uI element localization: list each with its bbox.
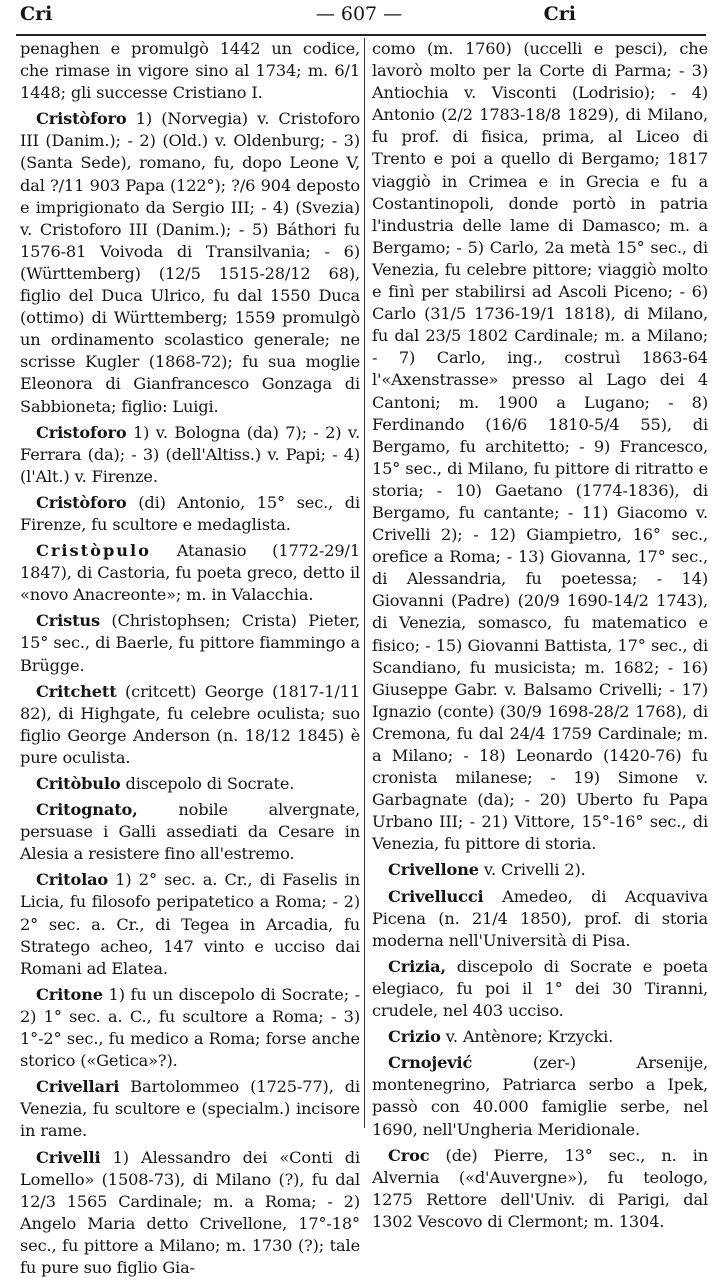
headword: Critolao <box>36 870 108 889</box>
entry <box>372 1026 708 1048</box>
entry <box>20 681 360 769</box>
headword: Cristòpulo <box>36 541 151 560</box>
entry-text: nobile alvergnate, persuase i Galli assediati da Cesare in Alesia a resistere fino all'estremo. <box>20 800 360 863</box>
entry-text: penaghen e promulgò 1442 un codice, che rimase in vigore sino al 1734; m. 6/1 1448; gli successe Cristiano I. <box>20 39 360 102</box>
entry-text: discepolo di Socrate. <box>121 774 295 793</box>
entry <box>20 38 360 104</box>
entry <box>372 956 708 1022</box>
entry-text: 1) Alessandro dei «Conti di Lomello» (1508-73), di Milano (?), fu dal 12/3 1565 Cardinale; m. a Roma; - 2) Angelo Maria detto Crivellone, 17°-18° sec., fu pittore a Milano; m. 1730 (?); tale fu pure suo figlio Gia- <box>20 1148 360 1277</box>
headword: Cristus <box>36 611 100 630</box>
headword: Crnojević <box>388 1053 472 1072</box>
entry <box>20 869 360 979</box>
entry-text: (di) Antonio, 15° sec., di Firenze, fu scultore e medaglista. <box>20 493 360 534</box>
entry-text: (Christophsen; Crista) Pieter, 15° sec., di Baerle, fu pittore fiammingo a Brügge. <box>20 611 360 674</box>
entry <box>20 799 360 865</box>
headword: Cristòforo <box>36 493 127 512</box>
entry-text: (zer-) Arsenije, montenegrino, Patriarca serbo a Ipek, passò con 40.000 famiglie serbe, nel 1690, nell'Ungheria Meridionale. <box>372 1053 708 1138</box>
headword: Crivellucci <box>388 887 484 906</box>
column-divider <box>364 38 365 1128</box>
headword: Crizia, <box>388 957 446 976</box>
header-rule <box>16 34 706 36</box>
entry-text: (de) Pierre, 13° sec., n. in Alvernia («d'Auvergne»), fu teologo, 1275 Rettore dell'Univ. di Parigi, dal 1302 Vescovo di Clermont; m. 1304. <box>372 1146 708 1231</box>
entry-text: 1) fu un discepolo di Socrate; - 2) 1° sec. a. C., fu scultore a Roma; - 3) 1°-2° sec., fu medico a Roma; forse anche storico («Getica»?). <box>20 985 360 1070</box>
left-column <box>20 38 360 1279</box>
entry <box>372 886 708 952</box>
entry <box>20 773 360 795</box>
page-header <box>0 0 718 36</box>
headword: Cristòforo <box>36 109 127 128</box>
running-head-left: Cri <box>20 3 52 25</box>
entry-text: (critcett) George (1817-1/11 82), di Highgate, fu celebre oculista; suo figlio George Anderson (n. 18/12 1845) è pure oculista. <box>20 682 360 767</box>
entry-text: Bartolommeo (1725-77), di Venezia, fu scultore e (specialm.) incisore in rame. <box>20 1077 360 1140</box>
entry <box>372 1052 708 1140</box>
entry-text: 1) 2° sec. a. Cr., di Faselis in Licia, fu filosofo peripatetico a Roma; - 2) 2° sec. a. Cr., di Tegea in Arcadia, fu Stratego acheo, 147 vinto e ucciso dai Romani ad Elatea. <box>20 870 360 977</box>
entry <box>20 540 360 606</box>
headword: Critognato, <box>36 800 138 819</box>
headword: Critòbulo <box>36 774 121 793</box>
entry <box>20 610 360 676</box>
entry <box>20 422 360 488</box>
entry <box>20 1147 360 1279</box>
entry <box>20 492 360 536</box>
entry-text: 1) (Norvegia) v. Cristoforo III (Danim.); - 2) (Old.) v. Oldenburg; - 3) (Santa Sede), romano, fu, dopo Leone V, dal ?/11 903 Papa (122°); ?/6 904 deposto e imprigionato da Sergio III; - 4) (Svezia) v. Cristoforo III (Danim.); - 5) Báthori fu 1576-81 Voivoda di Transilvania; - 6) (Württemberg) (12/5 1515-28/12 68), figlio del Duca Ulrico, fu dal 1550 Duca (ottimo) di Württemberg; 1559 promulgò un ordinamento scolastico generale; ne scrisse Kugler (1868-72); fu sua moglie Eleonora di Gianfrancesco Gonzaga di Sabbioneta; figlio: Luigi. <box>20 109 360 415</box>
entry <box>372 859 708 881</box>
entry-text: Amedeo, di Acquaviva Picena (n. 21/4 1850), prof. di storia moderna nell'Università di Pisa. <box>372 887 708 950</box>
entry <box>20 108 360 417</box>
headword: Croc <box>388 1146 429 1165</box>
entry <box>372 1145 708 1233</box>
entry-text: como (m. 1760) (uccelli e pesci), che lavorò molto per la Corte di Parma; - 3) Antiochia v. Visconti (Lodrisio); - 4) Antonio (2/2 1783-18/8 1829), di Milano, fu prof. di fisica, prima, al Liceo di Trento e poi a quello di Bergamo; 1817 viaggiò in Crimea e in Grecia e fu a Costantinopoli, donde portò in patria l'industria delle lame di Damasco; m. a Bergamo; - 5) Carlo, 2a metà 15° sec., di Venezia, fu celebre pittore; viaggiò molto e finì per stabilirsi ad Ascoli Piceno; - 6) Carlo (31/5 1736-19/1 1818), di Milano, fu dal 23/5 1802 Cardinale; m. a Milano; - 7) Carlo, ing., costruì 1863-64 l'«Axenstrasse» presso al Lago dei 4 Cantoni; m. 1900 a Lugano; - 8) Ferdinando (16/6 1810-5/4 55), di Bergamo, fu architetto; - 9) Francesco, 15° sec., di Milano, fu pittore di ritratto e storia; - 10) Gaetano (1774-1836), di Bergamo, fu cantante; - 11) Giacomo v. Crivelli 2); - 12) Giampietro, 16° sec., orefice a Roma; - 13) Giovanna, 17° sec., di Alessandria, fu poetessa; - 14) Giovanni (Padre) (20/9 1690-14/2 1743), di Venezia, somasco, fu matematico e fisico; - 15) Giovanni Battista, 17° sec., di Scandiano, fu musicista; m. 1682; - 16) Giuseppe Gabr. v. Balsamo Crivelli; - 17) Ignazio (conte) (30/9 1698-28/2 1768), di Cremona, fu dal 24/4 1759 Cardinale; m. a Milano; - 18) Leonardo (1420-76) fu cronista milanese; - 19) Simone v. Garbagnate (da); - 20) Uberto fu Papa Urbano III; - 21) Vittore, 15°-16° sec., di Venezia, fu pittore di storia. <box>372 39 708 853</box>
headword: Crivellari <box>36 1077 119 1096</box>
entry <box>20 984 360 1072</box>
entry-text: 1) v. Bologna (da) 7); - 2) v. Ferrara (da); - 3) (dell'Altiss.) v. Papi; - 4) (l'Alt.) v. Firenze. <box>20 423 360 486</box>
entry-text: v. Antènore; Krzycki. <box>441 1027 613 1046</box>
headword: Cristoforo <box>36 423 127 442</box>
headword: Crivellone <box>388 860 479 879</box>
headword: Critone <box>36 985 103 1004</box>
headword: Critchett <box>36 682 117 701</box>
running-head-right: Cri <box>544 3 576 25</box>
right-column <box>372 38 708 1233</box>
entry <box>372 38 708 855</box>
entry-text: Atanasio (1772-29/1 1847), di Castoria, fu poeta greco, detto il «novo Anacreonte»; m. in Valacchia. <box>20 541 360 604</box>
entry-text: discepolo di Socrate e poeta elegiaco, fu poi il 1° dei 30 Tiranni, crudele, nel 403 ucciso. <box>372 957 708 1020</box>
headword: Crizio <box>388 1027 441 1046</box>
headword: Crivelli <box>36 1148 101 1167</box>
page-number: — 607 — <box>0 3 718 25</box>
entry-text: v. Crivelli 2). <box>479 860 586 879</box>
